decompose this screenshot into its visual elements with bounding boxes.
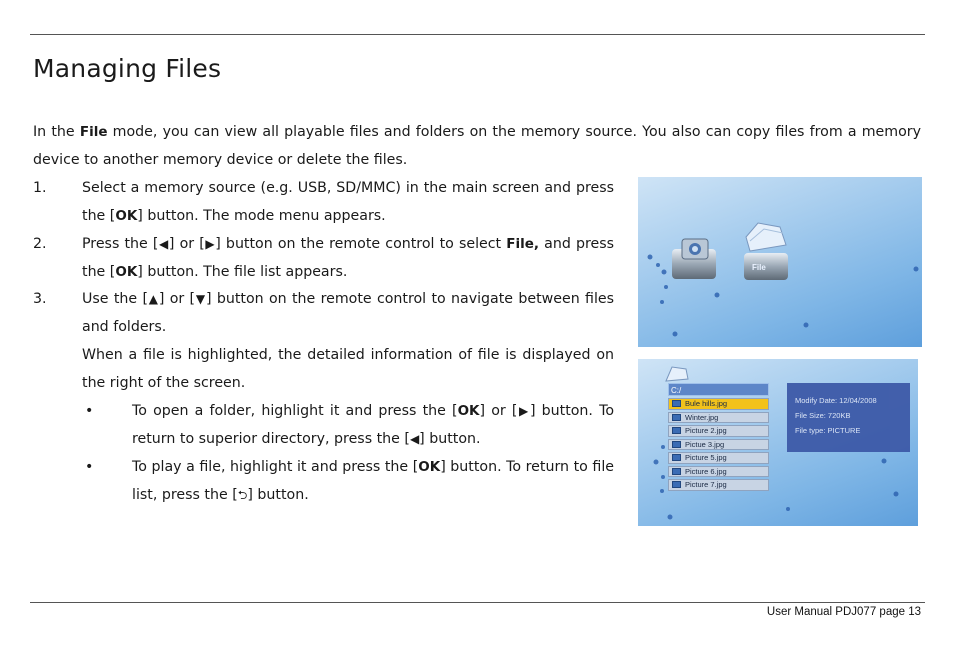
file-list-item[interactable] [668, 466, 769, 478]
file-type: File type: PICTURE [795, 426, 861, 435]
file-list-item[interactable] [668, 412, 769, 424]
step-number: 2. [33, 236, 47, 252]
step-3: 3. Use the [▲] or [▼] button on the remote control to navigate between files and folders. [33, 285, 614, 341]
up-arrow-icon: ▲ [147, 292, 159, 306]
file-list[interactable] [668, 398, 769, 493]
right-arrow-icon: ▶ [204, 237, 216, 251]
intro-paragraph: In the File mode, you can view all playable files and folders on the memory source. You also can copy files from a memory device to another memory device or delete the files. [33, 124, 921, 168]
file-list-item[interactable] [668, 398, 769, 410]
file-list-screenshot [638, 359, 918, 526]
file-list-item[interactable] [668, 439, 769, 451]
top-rule [30, 34, 925, 35]
image-file-icon [672, 400, 681, 407]
file-name: Picture 6.jpg [685, 466, 727, 476]
back-return-icon: ⮌ [237, 488, 248, 502]
ok-key: OK [115, 208, 138, 224]
file-list-item[interactable] [668, 452, 769, 464]
file-list-item[interactable] [668, 425, 769, 437]
image-file-icon [672, 454, 681, 461]
step-number: 3. [33, 291, 47, 307]
highlight-note: When a file is highlighted, the detailed information of file is displayed on the right of the screen. [82, 347, 614, 391]
page-title: Managing Files [33, 54, 222, 83]
down-arrow-icon: ▼ [195, 292, 206, 306]
path-bar: C:/ [668, 383, 769, 396]
left-arrow-icon: ◀ [409, 432, 420, 446]
bullet-open-folder: • To open a folder, highlight it and press the [OK] or [▶] button. To return to superior directory, press the [◀] button. [82, 397, 614, 453]
image-file-icon [672, 414, 681, 421]
folder-icon [744, 223, 788, 280]
bullet-dot: • [85, 403, 94, 419]
ok-key: OK [457, 403, 480, 419]
page-footer: User Manual PDJ077 page 13 [766, 606, 921, 618]
file-name: Pictue 3.jpg [685, 439, 725, 449]
image-file-icon [672, 427, 681, 434]
ok-key: OK [115, 264, 138, 280]
modify-date: Modify Date: 12/04/2008 [795, 396, 877, 405]
left-arrow-icon: ◀ [158, 237, 169, 251]
file-mode-label: File [752, 263, 766, 272]
file-name: Bule hills.jpg [685, 399, 728, 409]
folder-icon [666, 367, 688, 381]
bullet-play-file: • To play a file, highlight it and press the [OK] button. To return to file list, press the [⮌] button. [82, 453, 614, 509]
file-name: Picture 7.jpg [685, 480, 727, 490]
step-2: 2. Press the [◀] or [▶] button on the remote control to select File, and press the [OK] button. The file list appears. [33, 230, 614, 286]
image-file-icon [672, 468, 681, 475]
step-number: 1. [33, 180, 47, 196]
step-1: 1. Select a memory source (e.g. USB, SD/MMC) in the main screen and press the [OK] button. The mode menu appears. [33, 174, 614, 230]
ok-key: OK [418, 459, 441, 475]
file-list-item[interactable] [668, 479, 769, 491]
bottom-rule [30, 602, 925, 603]
file-keyword: File [79, 124, 108, 140]
file-name: Picture 5.jpg [685, 453, 727, 463]
file-name: Picture 2.jpg [685, 426, 727, 436]
photo-album-icon [672, 239, 716, 279]
file-keyword: File, [506, 236, 540, 252]
image-file-icon [672, 481, 681, 488]
file-info-panel [787, 383, 910, 452]
file-name: Winter.jpg [685, 412, 719, 422]
right-arrow-icon: ▶ [517, 404, 530, 418]
image-file-icon [672, 441, 681, 448]
mode-menu-screenshot [638, 177, 922, 347]
bullet-dot: • [85, 459, 94, 475]
file-size: File Size: 720KB [795, 411, 851, 420]
